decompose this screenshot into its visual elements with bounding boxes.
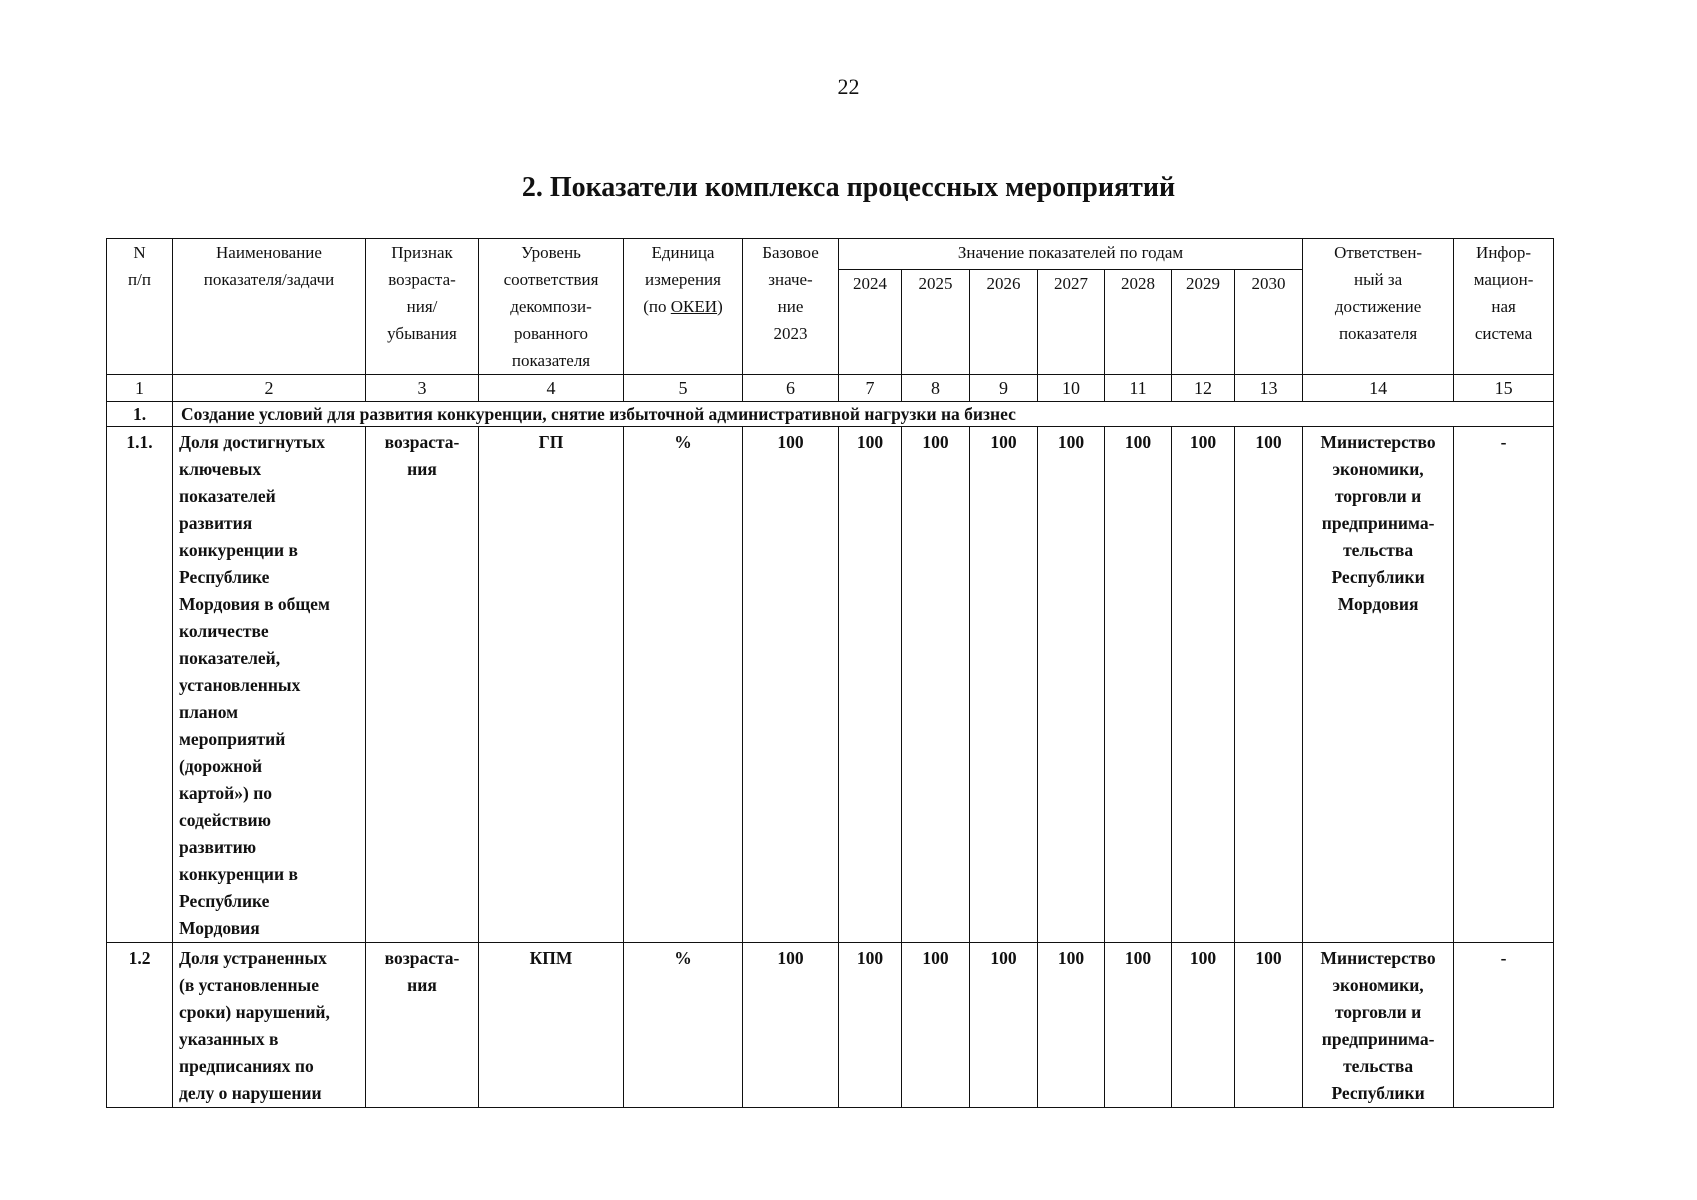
base-value: 100 [743, 943, 839, 1108]
column-number: 11 [1105, 375, 1172, 402]
column-number: 12 [1172, 375, 1235, 402]
section-heading: 2. Показатели комплекса процессных мероприятий [521, 172, 1176, 203]
value-2024: 100 [839, 427, 902, 943]
row-number: 1.1. [107, 427, 173, 943]
column-number: 13 [1235, 375, 1303, 402]
unit: % [624, 427, 743, 943]
column-number: 15 [1454, 375, 1554, 402]
column-number: 4 [479, 375, 624, 402]
info-system: - [1454, 943, 1554, 1108]
value-2027: 100 [1038, 943, 1105, 1108]
indicator-name: Доля устраненных (в установленные сроки) нарушений, указанных в предписаниях по делу о нарушении [173, 943, 366, 1108]
indicator-name: Доля достигнутых ключевых показателей развития конкуренции в Республике Мордовия в общем количестве показателей, установленных планом мероприятий (дорожной картой») по содействию развитию конкуренции в Республике Мордовия [173, 427, 366, 943]
header-responsible: Ответствен- ный за достижение показателя [1303, 239, 1454, 375]
value-2029: 100 [1172, 427, 1235, 943]
indicators-table [106, 238, 1554, 1108]
column-number: 6 [743, 375, 839, 402]
value-2025: 100 [902, 427, 970, 943]
column-number: 10 [1038, 375, 1105, 402]
value-2026: 100 [970, 427, 1038, 943]
decomposition-level: ГП [479, 427, 624, 943]
column-number: 7 [839, 375, 902, 402]
value-2025: 100 [902, 943, 970, 1108]
value-2029: 100 [1172, 943, 1235, 1108]
header-base-value: Базовое значе- ние 2023 [743, 239, 839, 375]
value-2030: 100 [1235, 427, 1303, 943]
column-number: 2 [173, 375, 366, 402]
table-row [107, 427, 1554, 943]
info-system: - [1454, 427, 1554, 943]
row-number: 1.2 [107, 943, 173, 1108]
header-trend: Признак возраста- ния/ убывания [366, 239, 479, 375]
value-2028: 100 [1105, 427, 1172, 943]
header-year-2024: 2024 [839, 270, 902, 375]
base-value: 100 [743, 427, 839, 943]
value-2027: 100 [1038, 427, 1105, 943]
header-year-2029: 2029 [1172, 270, 1235, 375]
trend: возраста- ния [366, 427, 479, 943]
trend: возраста- ния [366, 943, 479, 1108]
responsible: Министерство экономики, торговли и предпринима- тельства Республики Мордовия [1303, 427, 1454, 943]
value-2030: 100 [1235, 943, 1303, 1108]
column-number: 9 [970, 375, 1038, 402]
okei-link: ОКЕИ [670, 297, 718, 316]
responsible: Министерство экономики, торговли и предпринима- тельства Республики [1303, 943, 1454, 1108]
header-name: Наименование показателя/задачи [173, 239, 366, 375]
column-number: 1 [107, 375, 173, 402]
column-numbers-row [107, 375, 1554, 402]
column-number: 5 [624, 375, 743, 402]
header-level: Уровень соответствия декомпози- рованного показателя [479, 239, 624, 375]
header-unit: Единица измерения (по ОКЕИ) [624, 239, 743, 375]
header-info-system: Инфор- мацион- ная система [1454, 239, 1554, 375]
header-row [107, 239, 1554, 270]
header-year-2025: 2025 [902, 270, 970, 375]
section-number: 1. [107, 402, 173, 427]
header-year-2027: 2027 [1038, 270, 1105, 375]
decomposition-level: КПМ [479, 943, 624, 1108]
header-year-2026: 2026 [970, 270, 1038, 375]
unit: % [624, 943, 743, 1108]
value-2024: 100 [839, 943, 902, 1108]
page-number: 22 [837, 74, 860, 99]
value-2028: 100 [1105, 943, 1172, 1108]
section-title: Создание условий для развития конкуренции, снятие избыточной административной нагрузки на бизнес [173, 402, 1554, 427]
header-years-group: Значение показателей по годам [839, 239, 1303, 270]
header-year-2028: 2028 [1105, 270, 1172, 375]
value-2026: 100 [970, 943, 1038, 1108]
column-number: 3 [366, 375, 479, 402]
section-row [107, 402, 1554, 427]
column-number: 14 [1303, 375, 1454, 402]
header-number: N п/п [107, 239, 173, 375]
header-year-2030: 2030 [1235, 270, 1303, 375]
column-number: 8 [902, 375, 970, 402]
table-row [107, 943, 1554, 1108]
